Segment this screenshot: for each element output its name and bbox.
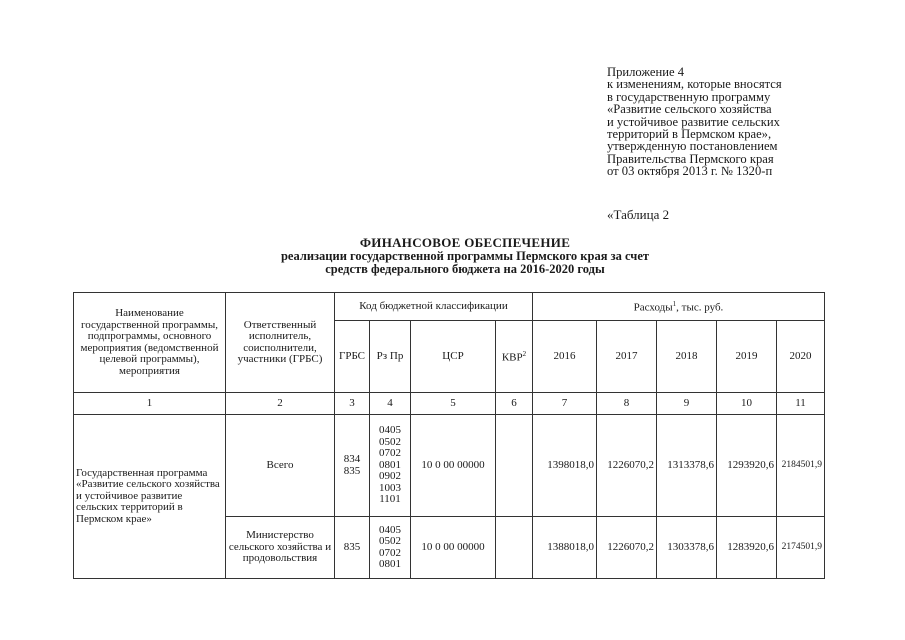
appendix-line: Приложение 4 — [607, 65, 685, 79]
appendix-line: от 03 октября 2013 г. № 1320-п — [607, 164, 773, 179]
header-rzpr: Рз Пр — [370, 321, 411, 393]
rzpr-code: 0405 — [379, 424, 401, 437]
document-title — [150, 236, 780, 276]
rzpr-code: 0502 — [379, 535, 401, 547]
title-sub-line-2: средств федерального бюджета на 2016-2020 годы — [325, 262, 605, 276]
header-year-2016: 2016 — [533, 321, 597, 393]
table-label: «Таблица 2 — [607, 207, 670, 222]
rzpr-code: 0405 — [379, 523, 401, 536]
rzpr-code: 0801 — [379, 458, 401, 471]
value-2019: 1283920,6 — [717, 517, 777, 579]
csr-cell: 10 0 00 00000 — [411, 415, 496, 517]
rzpr-cell — [370, 517, 411, 579]
value-2019: 1293920,6 — [717, 415, 777, 517]
rzpr-code: 0902 — [379, 470, 401, 483]
value-2018: 1303378,6 — [657, 517, 717, 579]
rzpr-code: 0702 — [379, 447, 401, 460]
appendix-line: в государственную программу — [607, 89, 771, 104]
header-row-1 — [74, 293, 825, 321]
kvr-cell — [496, 415, 533, 517]
column-number: 3 — [335, 393, 370, 415]
expenses-unit: , тыс. руб. — [676, 301, 724, 314]
appendix-line: и устойчивое развитие сельских — [607, 114, 780, 129]
header-expenses — [533, 293, 825, 321]
csr-cell: 10 0 00 00000 — [411, 517, 496, 579]
value-2016: 1398018,0 — [533, 415, 597, 517]
header-year-2017: 2017 — [597, 321, 657, 393]
title-sub-line-1: реализации государственной программы Пермского края за счет — [280, 249, 650, 263]
grbs-code: 835 — [343, 464, 361, 477]
kvr-label: КВР — [501, 351, 523, 364]
grbs-cell — [335, 517, 370, 579]
executor-cell: Министерство сельского хозяйства и продовольствия — [226, 517, 335, 579]
column-number: 10 — [717, 393, 777, 415]
financing-table — [73, 292, 825, 579]
column-number: 7 — [533, 393, 597, 415]
title-main: ФИНАНСОВОЕ ОБЕСПЕЧЕНИЕ — [359, 235, 571, 250]
header-grbs: ГРБС — [335, 321, 370, 393]
value-2018: 1313378,6 — [657, 415, 717, 517]
header-kvr — [496, 321, 533, 393]
kvr-cell — [496, 517, 533, 579]
grbs-code: 835 — [343, 540, 361, 553]
value-2020: 2174501,9 — [777, 517, 825, 579]
value-2017: 1226070,2 — [597, 517, 657, 579]
appendix-line: «Развитие сельского хозяйства — [607, 102, 772, 117]
header-budget-code: Код бюджетной классификации — [335, 293, 533, 321]
rzpr-code: 0801 — [379, 558, 401, 570]
header-year-2019: 2019 — [717, 321, 777, 393]
column-number: 11 — [777, 393, 825, 415]
expenses-label: Расходы — [633, 301, 673, 314]
header-year-2020: 2020 — [777, 321, 825, 393]
program-name: Государственная программа «Развитие сельского хозяйства и устойчивое развитие сельских территорий в Пермском крае» — [74, 415, 226, 579]
column-number: 8 — [597, 393, 657, 415]
appendix-line: Правительства Пермского края — [607, 151, 774, 166]
column-number: 2 — [226, 393, 335, 415]
grbs-code: 834 — [343, 453, 361, 465]
rzpr-cell — [370, 415, 411, 517]
expenses-footnote: 1 — [672, 299, 677, 308]
column-number: 5 — [411, 393, 496, 415]
column-number: 1 — [74, 393, 226, 415]
grbs-cell — [335, 415, 370, 517]
header-name: Наименование государственной программы, подпрограммы, основного мероприятия (ведомственной целевой программы), мероприятия — [74, 293, 226, 393]
header-csr: ЦСР — [411, 321, 496, 393]
column-number: 9 — [657, 393, 717, 415]
appendix-line: утвержденную постановлением — [607, 139, 778, 154]
rzpr-code: 0702 — [379, 546, 401, 559]
column-number: 4 — [370, 393, 411, 415]
value-2020: 2184501,9 — [777, 415, 825, 517]
executor-cell: Всего — [226, 415, 335, 517]
appendix-line: территорий в Пермском крае», — [607, 127, 772, 142]
column-number-row — [74, 393, 825, 415]
rzpr-code: 0502 — [379, 435, 401, 448]
rzpr-code: 1101 — [379, 493, 401, 506]
kvr-footnote: 2 — [522, 349, 527, 358]
table-row — [74, 415, 825, 517]
appendix-line: к изменениям, которые вносятся — [607, 77, 782, 92]
rzpr-code: 1003 — [379, 481, 401, 494]
column-number: 6 — [496, 393, 533, 415]
value-2016: 1388018,0 — [533, 517, 597, 579]
appendix-header — [607, 66, 847, 178]
value-2017: 1226070,2 — [597, 415, 657, 517]
header-year-2018: 2018 — [657, 321, 717, 393]
header-executor: Ответственный исполнитель, соисполнители, участники (ГРБС) — [226, 293, 335, 393]
